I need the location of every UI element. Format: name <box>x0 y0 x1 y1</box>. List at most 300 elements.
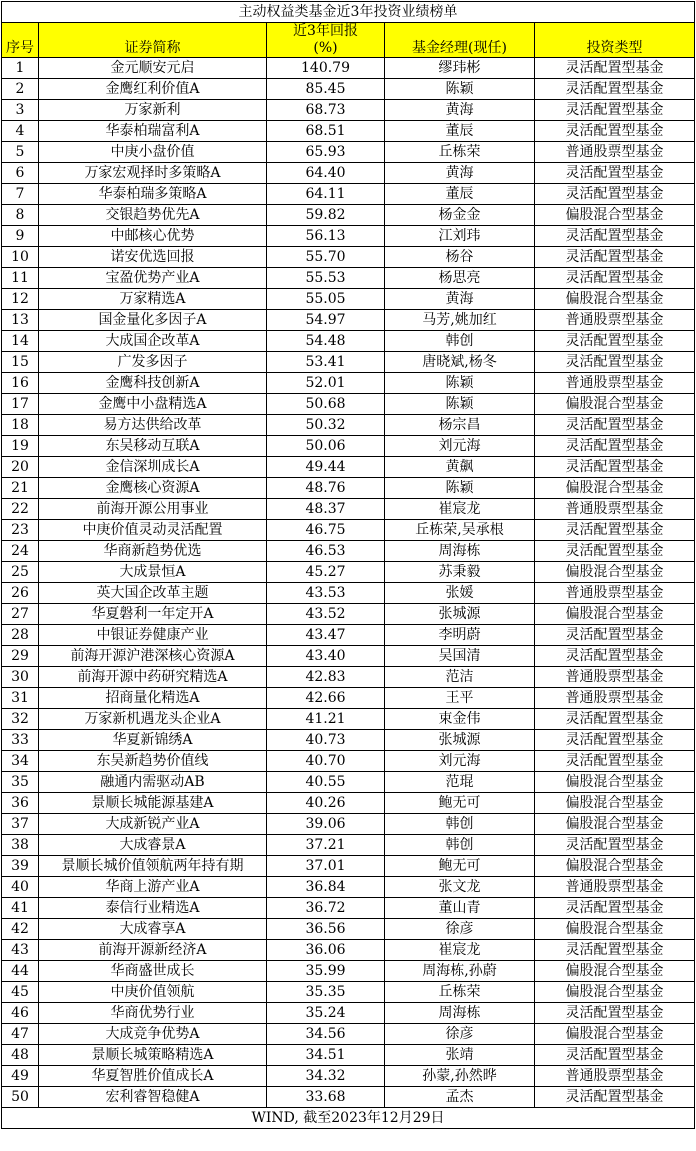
cell-return: 53.41 <box>267 352 385 373</box>
table-row <box>2 1045 695 1066</box>
cell-rank: 23 <box>2 520 39 541</box>
cell-fund-name: 中庚价值领航 <box>39 982 267 1003</box>
table-row <box>2 961 695 982</box>
cell-manager: 丘栋荣,吴承根 <box>385 520 535 541</box>
cell-type: 灵活配置型基金 <box>535 184 695 205</box>
cell-manager: 韩创 <box>385 331 535 352</box>
cell-fund-name: 华商优势行业 <box>39 1003 267 1024</box>
cell-type: 灵活配置型基金 <box>535 730 695 751</box>
table-row <box>2 625 695 646</box>
table-row <box>2 898 695 919</box>
cell-manager: 周海栋 <box>385 541 535 562</box>
cell-manager: 黄飙 <box>385 457 535 478</box>
cell-manager: 张文龙 <box>385 877 535 898</box>
cell-fund-name: 华夏智胜价值成长A <box>39 1066 267 1087</box>
cell-rank: 38 <box>2 835 39 856</box>
cell-type: 灵活配置型基金 <box>535 58 695 79</box>
cell-rank: 46 <box>2 1003 39 1024</box>
cell-type: 灵活配置型基金 <box>535 1087 695 1108</box>
cell-fund-name: 易方达供给改革 <box>39 415 267 436</box>
cell-manager: 范洁 <box>385 667 535 688</box>
cell-type: 灵活配置型基金 <box>535 1045 695 1066</box>
cell-manager: 鲍无可 <box>385 856 535 877</box>
cell-fund-name: 华泰柏瑞富利A <box>39 121 267 142</box>
cell-rank: 43 <box>2 940 39 961</box>
cell-fund-name: 金鹰科技创新A <box>39 373 267 394</box>
table-row <box>2 331 695 352</box>
cell-rank: 27 <box>2 604 39 625</box>
table-row <box>2 814 695 835</box>
cell-return: 43.40 <box>267 646 385 667</box>
cell-rank: 44 <box>2 961 39 982</box>
cell-manager: 李明蔚 <box>385 625 535 646</box>
table-row <box>2 793 695 814</box>
cell-rank: 26 <box>2 583 39 604</box>
cell-rank: 1 <box>2 58 39 79</box>
cell-manager: 孙蒙,孙然晔 <box>385 1066 535 1087</box>
table-row <box>2 415 695 436</box>
cell-rank: 32 <box>2 709 39 730</box>
cell-return: 37.01 <box>267 856 385 877</box>
cell-manager: 丘栋荣 <box>385 982 535 1003</box>
cell-fund-name: 英大国企改革主题 <box>39 583 267 604</box>
cell-return: 40.55 <box>267 772 385 793</box>
table-row <box>2 142 695 163</box>
table-row <box>2 856 695 877</box>
cell-type: 灵活配置型基金 <box>535 1003 695 1024</box>
table-row <box>2 478 695 499</box>
table-row <box>2 772 695 793</box>
header-return: 近3年回报 (%) <box>267 23 385 58</box>
cell-return: 35.99 <box>267 961 385 982</box>
cell-rank: 7 <box>2 184 39 205</box>
cell-return: 54.48 <box>267 331 385 352</box>
cell-manager: 陈颖 <box>385 373 535 394</box>
cell-fund-name: 东吴移动互联A <box>39 436 267 457</box>
cell-fund-name: 宏利睿智稳健A <box>39 1087 267 1108</box>
cell-manager: 刘元海 <box>385 751 535 772</box>
cell-type: 偏股混合型基金 <box>535 856 695 877</box>
cell-return: 64.11 <box>267 184 385 205</box>
cell-fund-name: 前海开源新经济A <box>39 940 267 961</box>
cell-fund-name: 大成景恒A <box>39 562 267 583</box>
cell-fund-name: 金鹰中小盘精选A <box>39 394 267 415</box>
cell-return: 65.93 <box>267 142 385 163</box>
cell-rank: 34 <box>2 751 39 772</box>
cell-manager: 周海栋,孙蔚 <box>385 961 535 982</box>
cell-rank: 6 <box>2 163 39 184</box>
cell-fund-name: 景顺长城策略精选A <box>39 1045 267 1066</box>
cell-manager: 陈颖 <box>385 478 535 499</box>
cell-manager: 张靖 <box>385 1045 535 1066</box>
table-row <box>2 1024 695 1045</box>
cell-type: 普通股票型基金 <box>535 688 695 709</box>
table-row <box>2 940 695 961</box>
cell-type: 灵活配置型基金 <box>535 835 695 856</box>
cell-return: 59.82 <box>267 205 385 226</box>
cell-manager: 董山青 <box>385 898 535 919</box>
cell-return: 54.97 <box>267 310 385 331</box>
cell-manager: 黄海 <box>385 289 535 310</box>
cell-manager: 杨谷 <box>385 247 535 268</box>
cell-return: 40.73 <box>267 730 385 751</box>
cell-return: 34.56 <box>267 1024 385 1045</box>
cell-rank: 39 <box>2 856 39 877</box>
cell-return: 43.52 <box>267 604 385 625</box>
cell-manager: 杨宗昌 <box>385 415 535 436</box>
table-row <box>2 457 695 478</box>
cell-fund-name: 招商量化精选A <box>39 688 267 709</box>
cell-type: 普通股票型基金 <box>535 310 695 331</box>
cell-return: 36.84 <box>267 877 385 898</box>
cell-rank: 40 <box>2 877 39 898</box>
cell-type: 灵活配置型基金 <box>535 163 695 184</box>
cell-fund-name: 中邮核心优势 <box>39 226 267 247</box>
cell-type: 普通股票型基金 <box>535 373 695 394</box>
cell-type: 灵活配置型基金 <box>535 709 695 730</box>
cell-return: 140.79 <box>267 58 385 79</box>
cell-return: 68.73 <box>267 100 385 121</box>
cell-type: 灵活配置型基金 <box>535 268 695 289</box>
cell-return: 34.32 <box>267 1066 385 1087</box>
cell-return: 48.76 <box>267 478 385 499</box>
cell-type: 灵活配置型基金 <box>535 100 695 121</box>
cell-return: 36.72 <box>267 898 385 919</box>
cell-manager: 黄海 <box>385 163 535 184</box>
table-row <box>2 163 695 184</box>
fund-ranking-table <box>1 1 695 1129</box>
cell-manager: 江刘玮 <box>385 226 535 247</box>
cell-fund-name: 前海开源中药研究精选A <box>39 667 267 688</box>
cell-type: 普通股票型基金 <box>535 1066 695 1087</box>
table-row <box>2 226 695 247</box>
cell-manager: 范琨 <box>385 772 535 793</box>
cell-rank: 21 <box>2 478 39 499</box>
cell-type: 普通股票型基金 <box>535 499 695 520</box>
header-name: 证券简称 <box>39 23 267 58</box>
cell-rank: 49 <box>2 1066 39 1087</box>
cell-rank: 45 <box>2 982 39 1003</box>
table-row <box>2 121 695 142</box>
table-row <box>2 247 695 268</box>
cell-rank: 5 <box>2 142 39 163</box>
cell-return: 55.05 <box>267 289 385 310</box>
cell-type: 普通股票型基金 <box>535 142 695 163</box>
cell-rank: 30 <box>2 667 39 688</box>
cell-manager: 徐彦 <box>385 919 535 940</box>
cell-fund-name: 华夏新锦绣A <box>39 730 267 751</box>
cell-type: 灵活配置型基金 <box>535 898 695 919</box>
cell-return: 37.21 <box>267 835 385 856</box>
cell-fund-name: 前海开源公用事业 <box>39 499 267 520</box>
cell-fund-name: 融通内需驱动AB <box>39 772 267 793</box>
table-row <box>2 835 695 856</box>
cell-manager: 张城源 <box>385 730 535 751</box>
cell-return: 50.06 <box>267 436 385 457</box>
table-row <box>2 373 695 394</box>
cell-manager: 王平 <box>385 688 535 709</box>
cell-manager: 董辰 <box>385 121 535 142</box>
cell-type: 灵活配置型基金 <box>535 541 695 562</box>
cell-manager: 崔宸龙 <box>385 499 535 520</box>
table-row <box>2 583 695 604</box>
cell-fund-name: 广发多因子 <box>39 352 267 373</box>
header-row <box>2 23 695 58</box>
cell-rank: 12 <box>2 289 39 310</box>
cell-type: 灵活配置型基金 <box>535 415 695 436</box>
table-row <box>2 604 695 625</box>
cell-fund-name: 万家精选A <box>39 289 267 310</box>
cell-rank: 33 <box>2 730 39 751</box>
cell-rank: 2 <box>2 79 39 100</box>
table-row <box>2 919 695 940</box>
cell-rank: 22 <box>2 499 39 520</box>
cell-rank: 28 <box>2 625 39 646</box>
cell-fund-name: 诺安优选回报 <box>39 247 267 268</box>
cell-fund-name: 金信深圳成长A <box>39 457 267 478</box>
cell-return: 85.45 <box>267 79 385 100</box>
cell-rank: 41 <box>2 898 39 919</box>
cell-return: 52.01 <box>267 373 385 394</box>
cell-type: 偏股混合型基金 <box>535 289 695 310</box>
cell-type: 灵活配置型基金 <box>535 352 695 373</box>
table-row <box>2 667 695 688</box>
cell-type: 偏股混合型基金 <box>535 793 695 814</box>
cell-rank: 16 <box>2 373 39 394</box>
table-row <box>2 520 695 541</box>
table-row <box>2 877 695 898</box>
cell-rank: 10 <box>2 247 39 268</box>
cell-rank: 20 <box>2 457 39 478</box>
cell-return: 50.68 <box>267 394 385 415</box>
cell-manager: 韩创 <box>385 835 535 856</box>
table-row <box>2 751 695 772</box>
cell-return: 40.70 <box>267 751 385 772</box>
cell-return: 36.56 <box>267 919 385 940</box>
cell-return: 68.51 <box>267 121 385 142</box>
cell-return: 43.53 <box>267 583 385 604</box>
cell-type: 灵活配置型基金 <box>535 436 695 457</box>
cell-rank: 36 <box>2 793 39 814</box>
cell-fund-name: 景顺长城能源基建A <box>39 793 267 814</box>
table-row <box>2 205 695 226</box>
cell-rank: 37 <box>2 814 39 835</box>
cell-manager: 马芳,姚加红 <box>385 310 535 331</box>
cell-rank: 24 <box>2 541 39 562</box>
cell-fund-name: 景顺长城价值领航两年持有期 <box>39 856 267 877</box>
cell-manager: 吴国清 <box>385 646 535 667</box>
cell-manager: 束金伟 <box>385 709 535 730</box>
table-row <box>2 394 695 415</box>
footer-row <box>2 1108 695 1129</box>
cell-return: 41.21 <box>267 709 385 730</box>
table-row <box>2 310 695 331</box>
cell-return: 36.06 <box>267 940 385 961</box>
cell-return: 40.26 <box>267 793 385 814</box>
cell-type: 偏股混合型基金 <box>535 478 695 499</box>
cell-manager: 鲍无可 <box>385 793 535 814</box>
cell-fund-name: 华泰柏瑞多策略A <box>39 184 267 205</box>
cell-type: 普通股票型基金 <box>535 583 695 604</box>
table-row <box>2 730 695 751</box>
cell-manager: 张城源 <box>385 604 535 625</box>
cell-fund-name: 华夏磐利一年定开A <box>39 604 267 625</box>
cell-manager: 崔宸龙 <box>385 940 535 961</box>
cell-type: 偏股混合型基金 <box>535 982 695 1003</box>
cell-type: 普通股票型基金 <box>535 877 695 898</box>
cell-fund-name: 中庚小盘价值 <box>39 142 267 163</box>
cell-type: 偏股混合型基金 <box>535 814 695 835</box>
table-title: 主动权益类基金近3年投资业绩榜单 <box>2 2 695 23</box>
cell-type: 偏股混合型基金 <box>535 1024 695 1045</box>
cell-type: 灵活配置型基金 <box>535 751 695 772</box>
cell-fund-name: 万家宏观择时多策略A <box>39 163 267 184</box>
cell-return: 42.83 <box>267 667 385 688</box>
cell-fund-name: 华商上游产业A <box>39 877 267 898</box>
cell-type: 灵活配置型基金 <box>535 247 695 268</box>
table-row <box>2 1003 695 1024</box>
cell-rank: 4 <box>2 121 39 142</box>
cell-type: 灵活配置型基金 <box>535 625 695 646</box>
cell-type: 灵活配置型基金 <box>535 520 695 541</box>
cell-manager: 杨思亮 <box>385 268 535 289</box>
header-type: 投资类型 <box>535 23 695 58</box>
cell-return: 45.27 <box>267 562 385 583</box>
cell-return: 35.24 <box>267 1003 385 1024</box>
cell-manager: 刘元海 <box>385 436 535 457</box>
cell-manager: 张媛 <box>385 583 535 604</box>
header-manager: 基金经理(现任) <box>385 23 535 58</box>
table-row <box>2 541 695 562</box>
cell-fund-name: 东吴新趋势价值线 <box>39 751 267 772</box>
cell-rank: 13 <box>2 310 39 331</box>
cell-return: 42.66 <box>267 688 385 709</box>
table-row <box>2 499 695 520</box>
cell-return: 46.53 <box>267 541 385 562</box>
cell-fund-name: 华商新趋势优选 <box>39 541 267 562</box>
cell-rank: 29 <box>2 646 39 667</box>
cell-return: 33.68 <box>267 1087 385 1108</box>
source-note: WIND, 截至2023年12月29日 <box>2 1108 695 1129</box>
cell-fund-name: 金鹰红利价值A <box>39 79 267 100</box>
cell-fund-name: 前海开源沪港深核心资源A <box>39 646 267 667</box>
cell-manager: 陈颖 <box>385 79 535 100</box>
cell-manager: 唐晓斌,杨冬 <box>385 352 535 373</box>
cell-type: 灵活配置型基金 <box>535 940 695 961</box>
cell-fund-name: 大成国企改革A <box>39 331 267 352</box>
cell-fund-name: 金元顺安元启 <box>39 58 267 79</box>
cell-fund-name: 泰信行业精选A <box>39 898 267 919</box>
cell-return: 46.75 <box>267 520 385 541</box>
cell-return: 64.40 <box>267 163 385 184</box>
table-row <box>2 268 695 289</box>
cell-type: 偏股混合型基金 <box>535 604 695 625</box>
cell-rank: 19 <box>2 436 39 457</box>
cell-rank: 9 <box>2 226 39 247</box>
cell-manager: 周海栋 <box>385 1003 535 1024</box>
table-row <box>2 436 695 457</box>
cell-return: 48.37 <box>267 499 385 520</box>
cell-fund-name: 大成新锐产业A <box>39 814 267 835</box>
table-row <box>2 352 695 373</box>
table-row <box>2 1087 695 1108</box>
cell-return: 43.47 <box>267 625 385 646</box>
cell-return: 56.13 <box>267 226 385 247</box>
cell-type: 灵活配置型基金 <box>535 79 695 100</box>
cell-manager: 黄海 <box>385 100 535 121</box>
cell-type: 灵活配置型基金 <box>535 457 695 478</box>
cell-return: 55.53 <box>267 268 385 289</box>
cell-fund-name: 大成睿景A <box>39 835 267 856</box>
cell-manager: 徐彦 <box>385 1024 535 1045</box>
cell-rank: 25 <box>2 562 39 583</box>
cell-type: 偏股混合型基金 <box>535 919 695 940</box>
cell-return: 49.44 <box>267 457 385 478</box>
table-row <box>2 562 695 583</box>
table-row <box>2 79 695 100</box>
cell-fund-name: 华商盛世成长 <box>39 961 267 982</box>
cell-return: 55.70 <box>267 247 385 268</box>
cell-fund-name: 大成竞争优势A <box>39 1024 267 1045</box>
cell-type: 灵活配置型基金 <box>535 331 695 352</box>
table-row <box>2 1066 695 1087</box>
table-row <box>2 982 695 1003</box>
cell-fund-name: 万家新机遇龙头企业A <box>39 709 267 730</box>
cell-manager: 丘栋荣 <box>385 142 535 163</box>
cell-fund-name: 中银证券健康产业 <box>39 625 267 646</box>
cell-fund-name: 中庚价值灵动灵活配置 <box>39 520 267 541</box>
cell-manager: 苏秉毅 <box>385 562 535 583</box>
table-row <box>2 709 695 730</box>
cell-rank: 31 <box>2 688 39 709</box>
cell-fund-name: 宝盈优势产业A <box>39 268 267 289</box>
cell-manager: 缪玮彬 <box>385 58 535 79</box>
cell-manager: 董辰 <box>385 184 535 205</box>
cell-return: 35.35 <box>267 982 385 1003</box>
cell-manager: 陈颖 <box>385 394 535 415</box>
cell-rank: 14 <box>2 331 39 352</box>
cell-rank: 50 <box>2 1087 39 1108</box>
cell-type: 灵活配置型基金 <box>535 226 695 247</box>
cell-rank: 47 <box>2 1024 39 1045</box>
cell-fund-name: 万家新利 <box>39 100 267 121</box>
table-row <box>2 100 695 121</box>
cell-rank: 42 <box>2 919 39 940</box>
cell-return: 39.06 <box>267 814 385 835</box>
table-row <box>2 289 695 310</box>
cell-type: 灵活配置型基金 <box>535 646 695 667</box>
table-row <box>2 688 695 709</box>
table-row <box>2 58 695 79</box>
cell-rank: 15 <box>2 352 39 373</box>
cell-fund-name: 交银趋势优先A <box>39 205 267 226</box>
cell-rank: 35 <box>2 772 39 793</box>
cell-type: 偏股混合型基金 <box>535 394 695 415</box>
cell-rank: 11 <box>2 268 39 289</box>
cell-rank: 48 <box>2 1045 39 1066</box>
cell-fund-name: 大成睿享A <box>39 919 267 940</box>
cell-manager: 韩创 <box>385 814 535 835</box>
cell-fund-name: 国金量化多因子A <box>39 310 267 331</box>
cell-rank: 8 <box>2 205 39 226</box>
cell-return: 34.51 <box>267 1045 385 1066</box>
cell-type: 偏股混合型基金 <box>535 562 695 583</box>
table-row <box>2 646 695 667</box>
title-row <box>2 2 695 23</box>
cell-fund-name: 金鹰核心资源A <box>39 478 267 499</box>
cell-manager: 孟杰 <box>385 1087 535 1108</box>
cell-rank: 18 <box>2 415 39 436</box>
